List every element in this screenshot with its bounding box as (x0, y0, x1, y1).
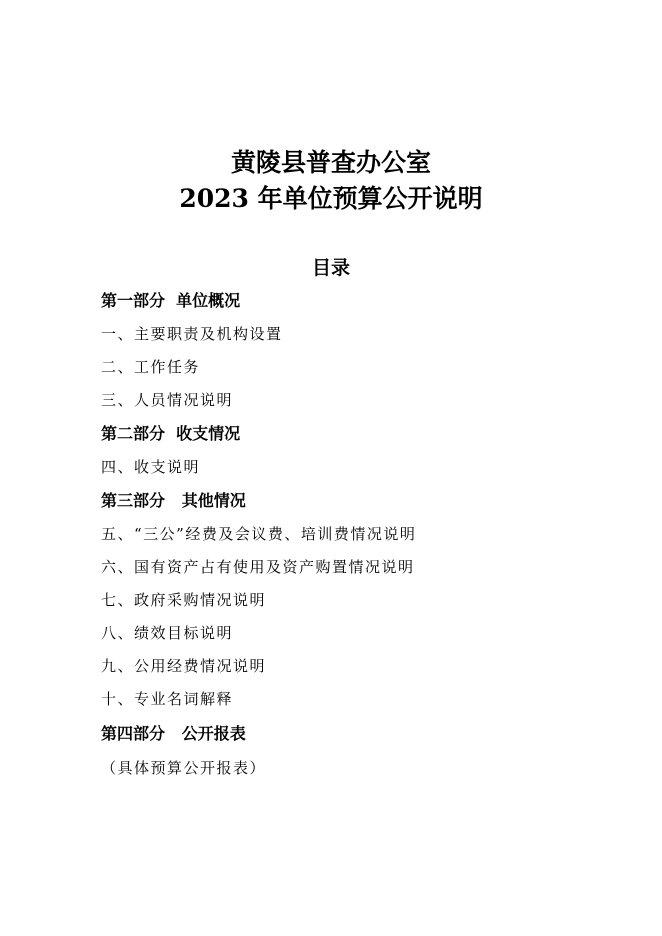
document-title-line-2: 2023 年单位预算公开说明 (179, 184, 483, 213)
toc-item-7: 七、政府采购情况说明 (101, 591, 267, 609)
toc-item-5: 五、“三公”经费及会议费、培训费情况说明 (101, 525, 417, 543)
toc-item-3: 三、人员情况说明 (101, 391, 234, 409)
toc-heading: 目录 (311, 257, 350, 279)
toc-item-8: 八、绩效目标说明 (101, 624, 234, 642)
toc-part-1: 第一部分 单位概况 (101, 291, 241, 310)
toc-item-1: 一、主要职责及机构设置 (101, 325, 283, 343)
toc-part-3: 第三部分 其他情况 (101, 491, 246, 510)
toc-item-11: （具体预算公开报表） (101, 759, 267, 777)
toc-item-6: 六、国有资产占有使用及资产购置情况说明 (101, 558, 415, 576)
document-title-line-1: 黄陵县普查办公室 (230, 148, 431, 177)
toc-part-4: 第四部分 公开报表 (101, 724, 246, 743)
toc-item-10: 十、专业名词解释 (101, 690, 234, 708)
toc-part-2: 第二部分 收支情况 (101, 424, 241, 443)
toc-item-9: 九、公用经费情况说明 (101, 657, 267, 675)
toc-item-4: 四、收支说明 (101, 458, 201, 476)
toc-item-2: 二、工作任务 (101, 358, 201, 376)
